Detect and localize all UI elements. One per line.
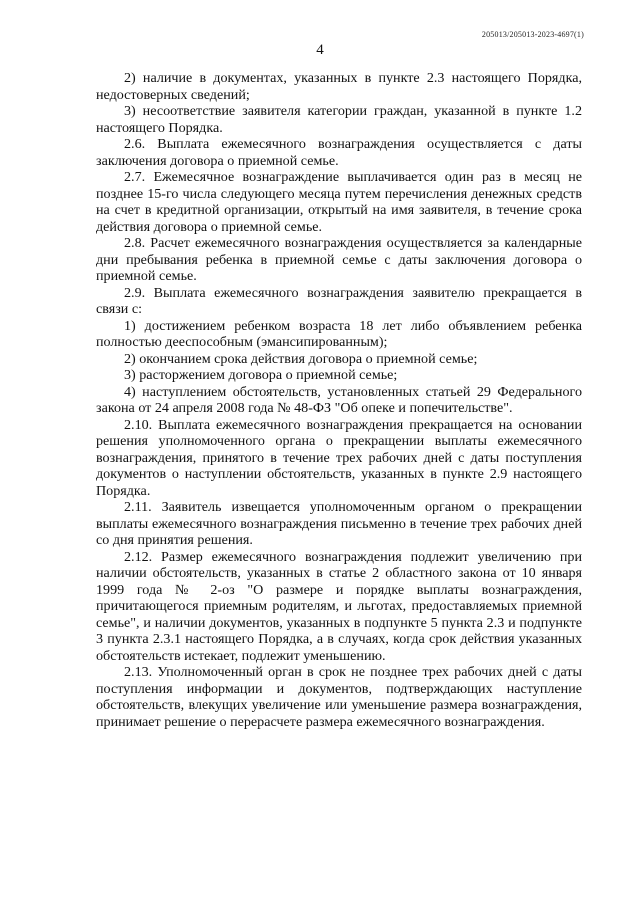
paragraph-2-9-item-4: 4) наступлением обстоятельств, установленных статьей 29 Федерального закона от 24 апреля 2008 года № 48-ФЗ "Об опеке и попечительстве".	[96, 383, 582, 416]
paragraph-2-7: 2.7. Ежемесячное вознаграждение выплачивается один раз в месяц не позднее 15-го числа следующего месяца путем перечисления денежных средств на счет в кредитной организации, открытый на имя заявителя, в течение срока действия договора о приемной семье.	[96, 169, 582, 235]
paragraph-2-10: 2.10. Выплата ежемесячного вознаграждения прекращается на основании решения уполномоченного органа о прекращении выплаты ежемесячного вознаграждения, принятого в течение трех рабочих дней с даты поступления документов о наступлении обстоятельств, указанных в пункте 2.9 настоящего Порядка.	[96, 416, 582, 499]
document-id: 205013/205013-2023-4697(1)	[481, 30, 584, 39]
paragraph-2-9-item-3: 3) расторжением договора о приемной семье;	[124, 367, 398, 383]
document-body	[96, 70, 582, 730]
paragraph-item-2: 2) наличие в документах, указанных в пункте 2.3 настоящего Порядка, недостоверных сведений;	[96, 70, 582, 103]
paragraph-2-9-item-2: 2) окончанием срока действия договора о приемной семье;	[124, 350, 478, 367]
paragraph-2-8: 2.8. Расчет ежемесячного вознаграждения осуществляется за календарные дни пребывания ребенка в приемной семье с даты заключения договора о приемной семье.	[96, 235, 582, 284]
paragraph-2-12: 2.12. Размер ежемесячного вознаграждения подлежит увеличению при наличии обстоятельств, указанных в статье 2 областного закона от 10 января 1999 года № 2-оз "О размере и порядке выплаты вознаграждения, причитающегося приемным родителям, и льготах, предоставляемых приемной семье", и наличии документов, указанных в подпункте 5 пункта 2.3 и подпункте 3 пункта 2.3.1 настоящего Порядка, а в случаях, когда срок действия указанных обстоятельств истекает, подлежит уменьшению.	[96, 548, 582, 664]
page-number: 4	[316, 42, 324, 58]
paragraph-2-13: 2.13. Уполномоченный орган в срок не позднее трех рабочих дней с даты поступления информации и документов, подтверждающих наступление обстоятельств, влекущих увеличение или уменьшение размера вознаграждения, принимает решение о перерасчете размера ежемесячного вознаграждения.	[96, 664, 582, 730]
paragraph-2-9: 2.9. Выплата ежемесячного вознаграждения заявителю прекращается в связи с:	[96, 284, 582, 317]
paragraph-2-11: 2.11. Заявитель извещается уполномоченным органом о прекращении выплаты ежемесячного вознаграждения письменно в течение трех рабочих дней со дня принятия решения.	[96, 499, 582, 548]
paragraph-2-6: 2.6. Выплата ежемесячного вознаграждения осуществляется с даты заключения договора о приемной семье.	[96, 136, 582, 169]
paragraph-2-9-item-1: 1) достижением ребенком возраста 18 лет либо объявлением ребенка полностью дееспособным (эмансипированным);	[96, 317, 582, 350]
paragraph-item-3: 3) несоответствие заявителя категории граждан, указанной в пункте 1.2 настоящего Порядка.	[96, 103, 582, 136]
